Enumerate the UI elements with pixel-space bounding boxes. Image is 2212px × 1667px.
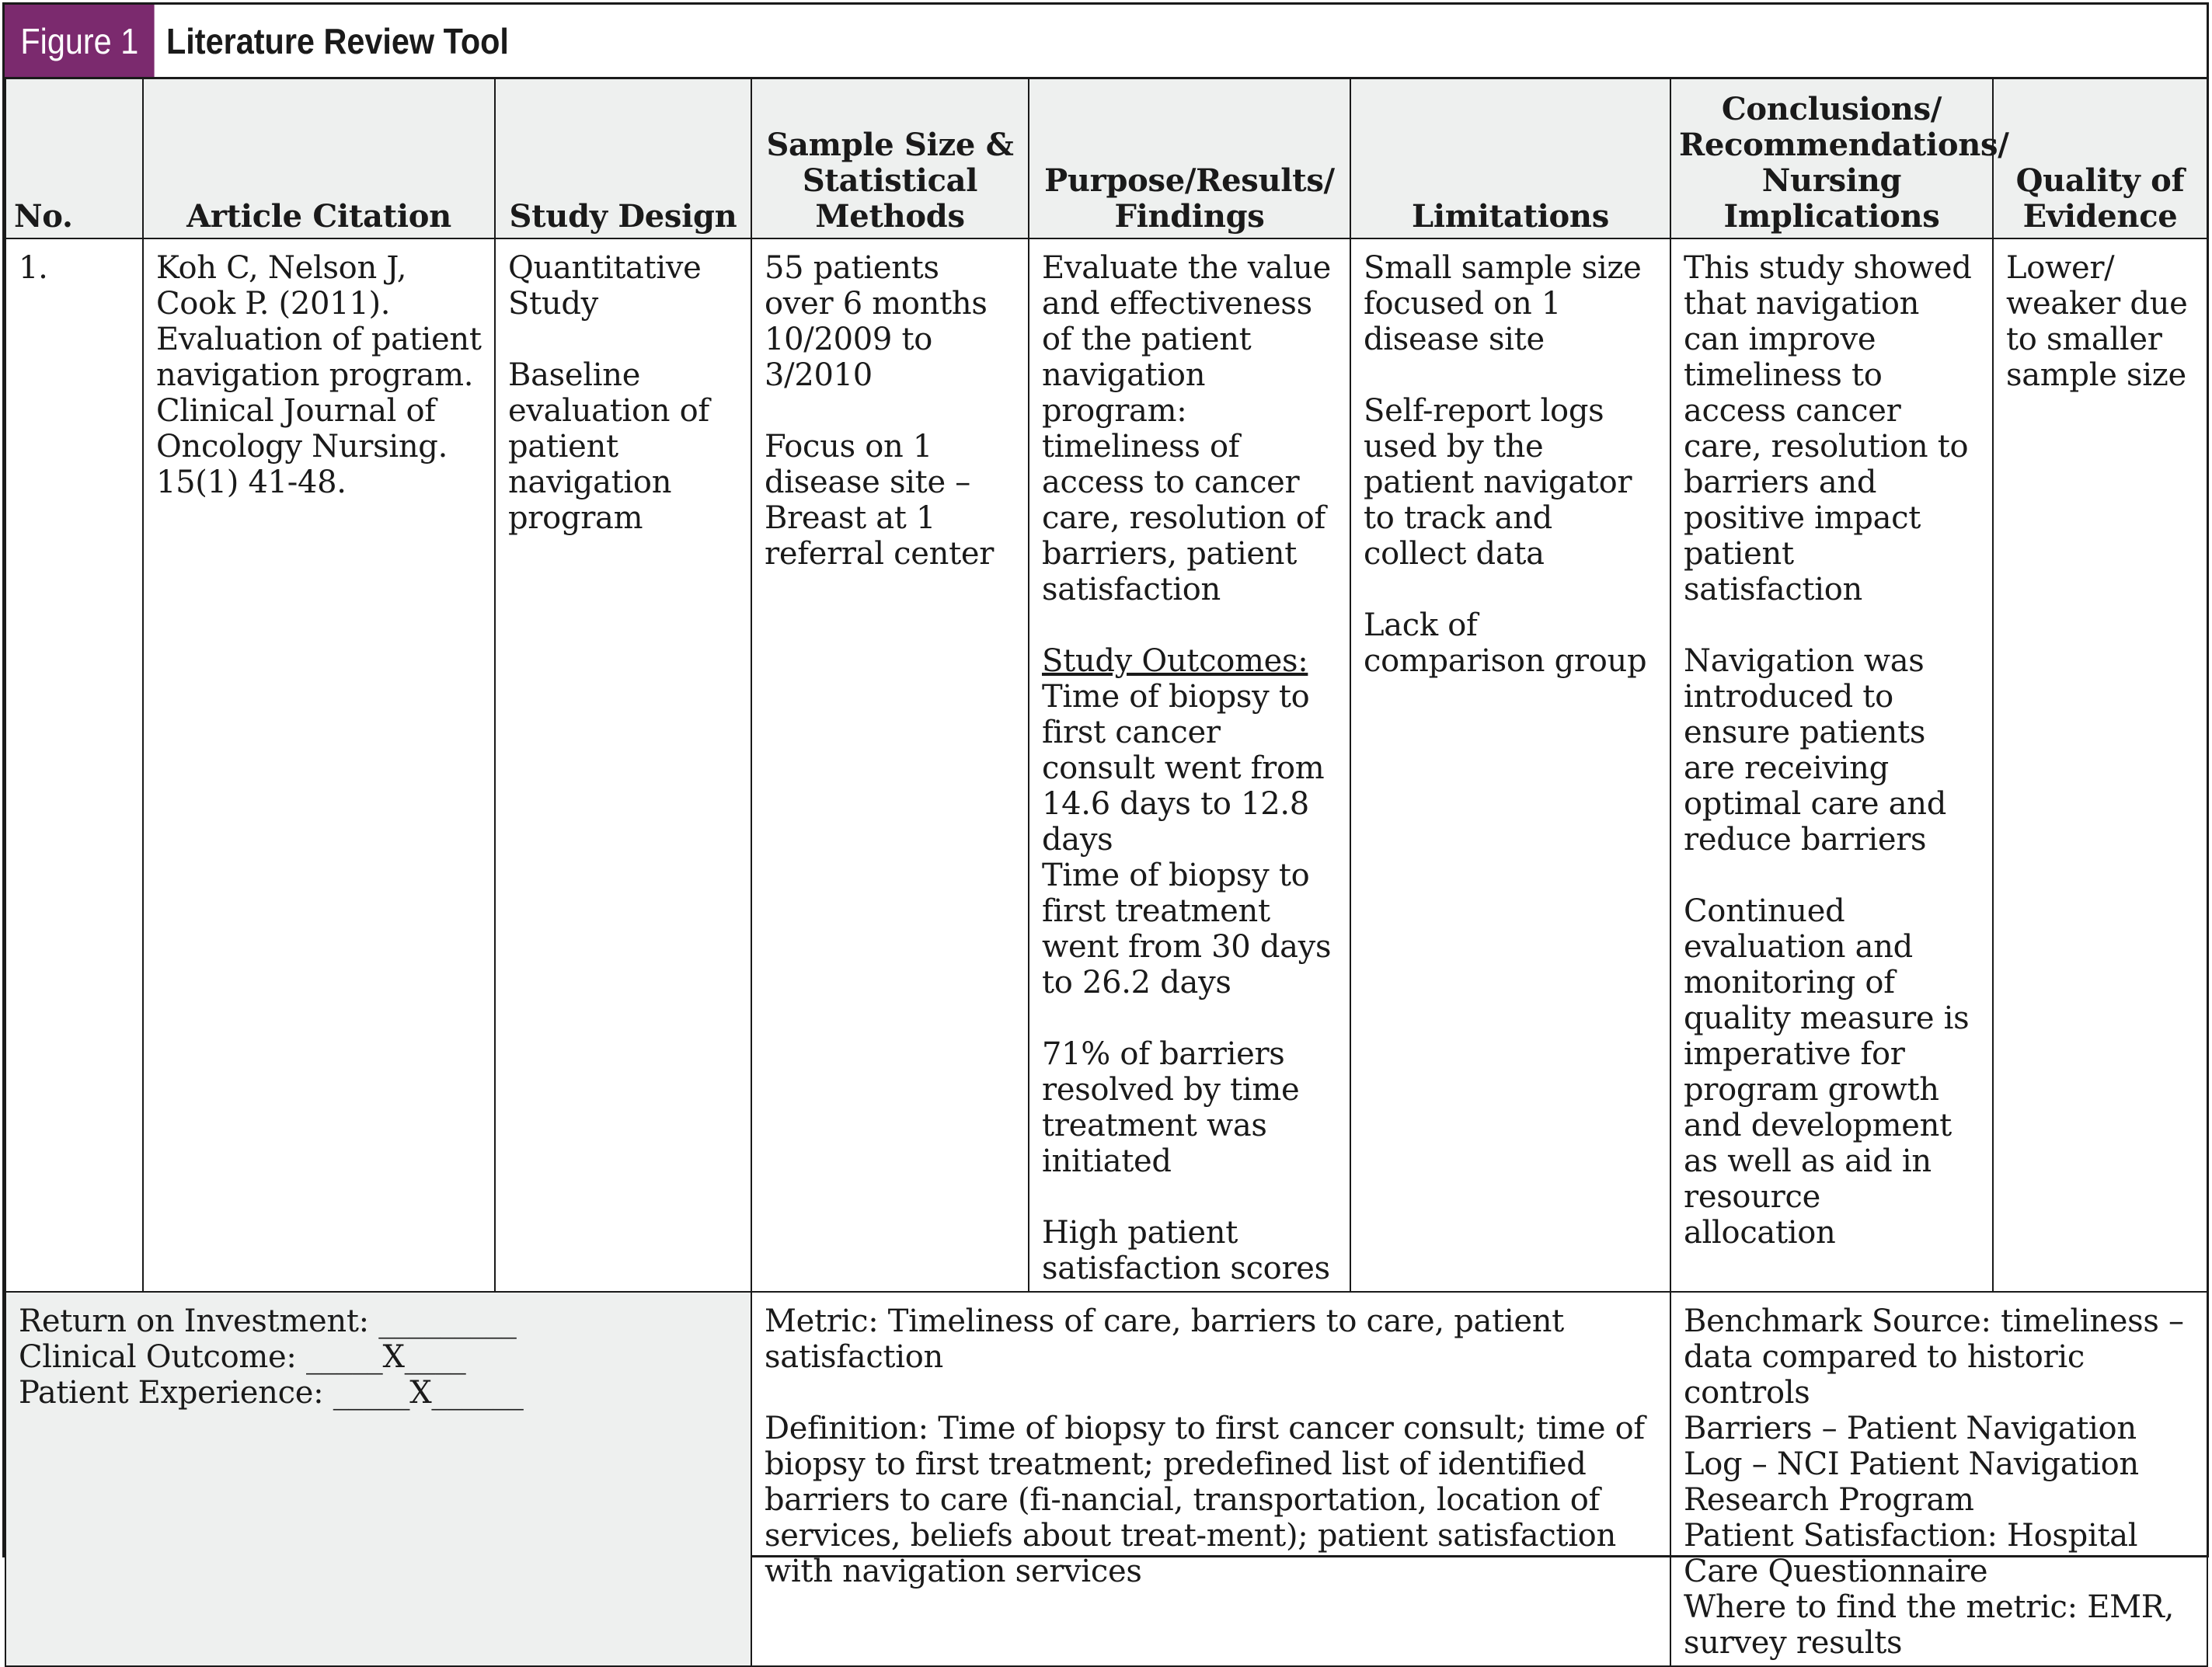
conclusion-continued-evaluation: Continued evaluation and monitoring of quality measure is imperative for program growth and development as well as aid in resource allocation	[1684, 893, 1970, 1251]
benchmark-barriers: Barriers – Patient Navigation Log – NCI Patient Navigation Research Program	[1684, 1411, 2139, 1518]
cell-no: 1.	[5, 238, 143, 1292]
study-design-type: Quantitative Study	[508, 250, 702, 322]
benchmark-where-to-find: Where to find the metric: EMR, survey results	[1684, 1589, 2175, 1661]
literature-review-table	[5, 79, 2208, 1667]
limitation-comparison-group: Lack of comparison group	[1364, 607, 1647, 679]
outcome-barriers-resolved: 71% of barriers resolved by time treatment was initiated	[1042, 1036, 1300, 1179]
cell-metric-definition	[751, 1292, 1670, 1666]
header-limitations: Limitations	[1350, 79, 1670, 238]
header-conclusions: Conclusions/ Recommendations/ Nursing Implications	[1670, 79, 1993, 238]
cell-purpose-results	[1029, 238, 1350, 1292]
header-article-citation: Article Citation	[143, 79, 495, 238]
conclusion-navigation-purpose: Navigation was introduced to ensure patients are receiving optimal care and reduce barriers	[1684, 643, 1947, 858]
metric-text: Metric: Timeliness of care, barriers to care, patient satisfaction	[765, 1303, 1564, 1375]
conclusion-timeliness: This study showed that navigation can improve timeliness to access cancer care, resolution to barriers and positive impact patient satisfaction	[1684, 250, 1972, 607]
cell-quality-of-evidence: Lower/ weaker due to smaller sample size	[1993, 238, 2207, 1292]
cell-outcome-types	[5, 1292, 751, 1666]
purpose-intro: Evaluate the value and effectiveness of the patient navigation program: timeliness of access to cancer care, resolution of barriers, patient satisfaction	[1042, 250, 1332, 607]
header-sample-size: Sample Size & Statistical Methods	[751, 79, 1029, 238]
cell-conclusions	[1670, 238, 1993, 1292]
header-no: No.	[5, 79, 143, 238]
outcome-consult-time: Time of biopsy to first cancer consult went from 14.6 days to 12.8 days	[1042, 679, 1325, 858]
footer-row	[5, 1292, 2207, 1666]
benchmark-satisfaction: Patient Satisfaction: Hospital Care Questionnaire	[1684, 1518, 2138, 1589]
clinical-outcome-field: Clinical Outcome: _____X____	[19, 1339, 466, 1375]
roi-field: Return on Investment: _________	[19, 1303, 517, 1339]
patient-experience-field: Patient Experience: _____X______	[19, 1375, 524, 1411]
figure-title-bar	[5, 5, 2207, 79]
cell-sample-size	[751, 238, 1029, 1292]
cell-benchmark-source	[1670, 1292, 2207, 1666]
study-outcomes-heading: Study Outcomes:	[1042, 643, 1308, 679]
limitation-self-report: Self-report logs used by the patient navigator to track and collect data	[1364, 393, 1632, 572]
study-design-description: Baseline evaluation of patient navigation program	[508, 357, 709, 536]
header-study-design: Study Design	[495, 79, 751, 238]
figure-title: Literature Review Tool	[166, 20, 509, 61]
header-row	[5, 79, 2207, 238]
benchmark-timeliness: Benchmark Source: timeliness – data compared to historic controls	[1684, 1303, 2184, 1411]
table-row	[5, 238, 2207, 1292]
sample-size-patients: 55 patients over 6 months 10/2009 to 3/2010	[765, 250, 988, 393]
figure	[2, 2, 2209, 1661]
definition-text: Definition: Time of biopsy to first cancer consult; time of biopsy to first treatment; predefined list of identified barriers to care (fi-nancial, transportation, location of services, beliefs about treat-ment); patient satisfaction with navigation services	[765, 1411, 1645, 1589]
figure-label: Figure 1	[5, 5, 155, 77]
outcome-treatment-time: Time of biopsy to first treatment went from 30 days to 26.2 days	[1042, 858, 1332, 1001]
header-quality-of-evidence: Quality of Evidence	[1993, 79, 2207, 238]
cell-article-citation: Koh C, Nelson J, Cook P. (2011). Evaluation of patient navigation program. Clinical Journal of Oncology Nursing. 15(1) 41-48.	[143, 238, 495, 1292]
cell-study-design	[495, 238, 751, 1292]
outcome-satisfaction: High patient satisfaction scores	[1042, 1215, 1330, 1286]
cell-limitations	[1350, 238, 1670, 1292]
header-purpose-results: Purpose/Results/ Findings	[1029, 79, 1350, 238]
limitation-sample-size: Small sample size focused on 1 disease site	[1364, 250, 1642, 357]
sample-focus: Focus on 1 disease site – Breast at 1 referral center	[765, 429, 995, 572]
